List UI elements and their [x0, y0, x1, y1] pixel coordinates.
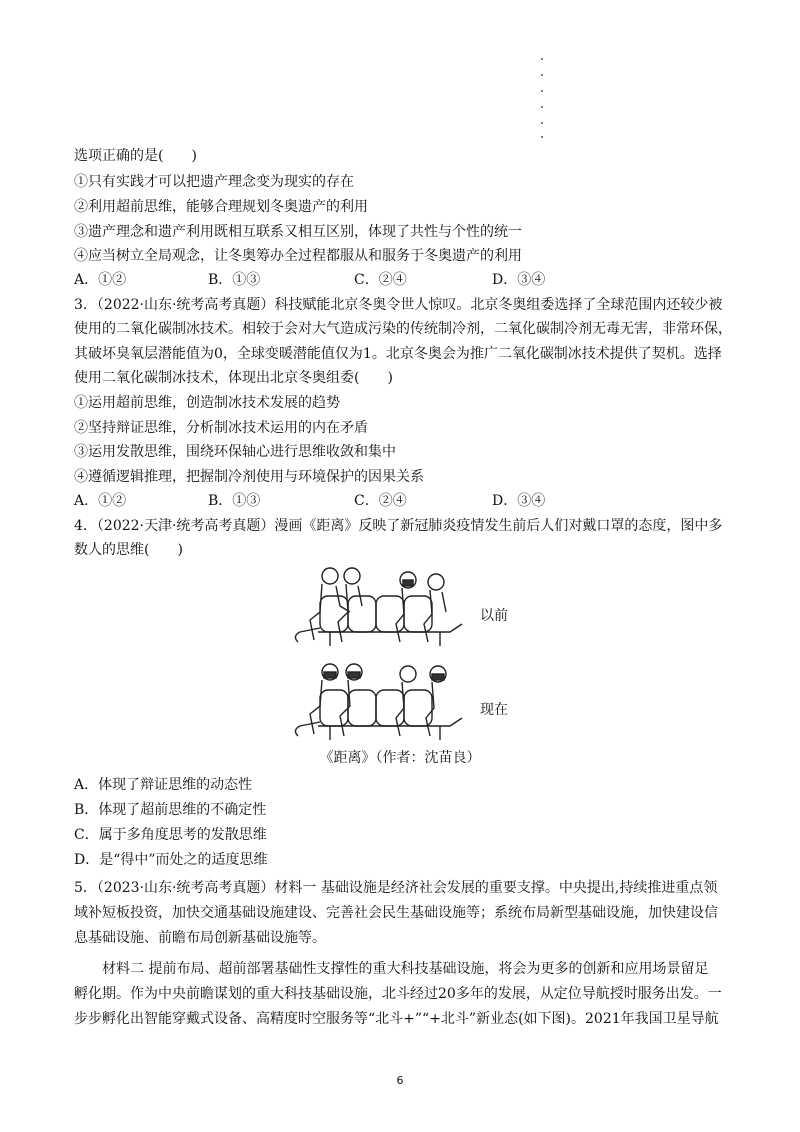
- q4-option-d[interactable]: D．是“得中”而处之的适度思维: [74, 852, 268, 868]
- q5-material1-line-2: 域补短板投资，加快交通基础设施建设、完善社会民生基础设施等；系统布局新型基础设施，加快建设信: [74, 905, 718, 921]
- q3-option-b[interactable]: B．①③: [208, 493, 261, 509]
- cartoon-before-illustration: [290, 562, 470, 650]
- q4-option-c[interactable]: C．属于多角度思考的发散思维: [74, 827, 267, 843]
- q5-material2-line-1: 材料二 提前布局、超前部署基础性支撑性的重大科技基础设施，将会为更多的创新和应用场景留足: [102, 961, 709, 977]
- page-number: 6: [396, 1074, 404, 1087]
- prev-option-c[interactable]: C．②④: [354, 272, 407, 288]
- q5-material2-line-2: 孵化期。作为中央前瞻谋划的重大科技基础设施，北斗经过20多年的发展，从定位导航授时服务出发。一: [74, 986, 722, 1002]
- q3-stem-line-2: 使用的二氧化碳制冰技术。相较于会对大气造成污染的传统制冷剂，二氧化碳制冷剂无毒无害，非常环保，: [74, 321, 732, 337]
- q5-material1-line-3: 息基础设施、前瞻布局创新基础设施等。: [74, 930, 326, 946]
- cartoon-caption: 《距离》（作者：沈苗良）: [319, 750, 481, 766]
- q3-option-a[interactable]: A．①②: [74, 493, 127, 509]
- q3-statement-1: ①运用超前思维，创造制冰技术发展的趋势: [74, 395, 340, 411]
- q3-stem-line-3: 其破坏臭氧层潜能值为0，全球变暖潜能值仅为1。北京冬奥会为推广二氧化碳制冰技术提供了契机。选择: [74, 346, 722, 362]
- prev-option-b[interactable]: B．①③: [208, 272, 261, 288]
- margin-dots: [541, 58, 547, 138]
- q4-option-a[interactable]: A．体现了辩证思维的动态性: [74, 777, 253, 793]
- prev-statement-1: ①只有实践才可以把遗产理念变为现实的存在: [74, 174, 354, 190]
- q4-stem-line-2: 数人的思维( ): [74, 542, 183, 558]
- cartoon-now-illustration: [290, 660, 470, 742]
- q3-option-c[interactable]: C．②④: [354, 493, 407, 509]
- cartoon-label-now: 现在: [480, 702, 508, 718]
- prev-options: [74, 270, 594, 290]
- q5-material2-line-3: 步步孵化出智能穿戴式设备、高精度时空服务等“北斗+”“+北斗”新业态(如下图)。2021年我国卫星导航: [74, 1011, 719, 1027]
- q3-statement-2: ②坚持辩证思维，分析制冰技术运用的内在矛盾: [74, 420, 368, 436]
- q3-option-d[interactable]: D．③④: [492, 493, 546, 509]
- q4-option-b[interactable]: B．体现了超前思维的不确定性: [74, 802, 267, 818]
- prev-statement-3: ③遗产理念和遗产利用既相互联系又相互区别，体现了共性与个性的统一: [74, 224, 522, 240]
- q4-stem-line-1: 4．（2022·天津·统考高考真题）漫画《距离》反映了新冠肺炎疫情发生前后人们对戴口罩的态度，图中多: [74, 518, 723, 534]
- cartoon-label-before: 以前: [480, 608, 508, 624]
- q3-options: [74, 491, 594, 511]
- q3-stem-line-4: 使用二氧化碳制冰技术，体现出北京冬奥组委( ): [74, 370, 393, 386]
- prev-statement-2: ②利用超前思维，能够合理规划冬奥遗产的利用: [74, 199, 368, 215]
- q3-statement-3: ③运用发散思维，围绕环保轴心进行思维收敛和集中: [74, 444, 396, 460]
- prev-question-stem: 选项正确的是( ): [74, 148, 197, 164]
- prev-option-a[interactable]: A．①②: [74, 272, 127, 288]
- q3-statement-4: ④遵循逻辑推理，把握制冷剂使用与环境保护的因果关系: [74, 469, 424, 485]
- q5-material1-line-1: 5．（2023·山东·统考高考真题）材料一 基础设施是经济社会发展的重要支撑。中央提出,持续推进重点领: [74, 880, 718, 896]
- prev-option-d[interactable]: D．③④: [492, 272, 546, 288]
- q3-stem-line-1: 3．（2022·山东·统考高考真题）科技赋能北京冬奥令世人惊叹。北京冬奥组委选择了全球范围内还较少被: [74, 297, 723, 313]
- prev-statement-4: ④应当树立全局观念，让冬奥筹办全过程都服从和服务于冬奥遗产的利用: [74, 248, 522, 264]
